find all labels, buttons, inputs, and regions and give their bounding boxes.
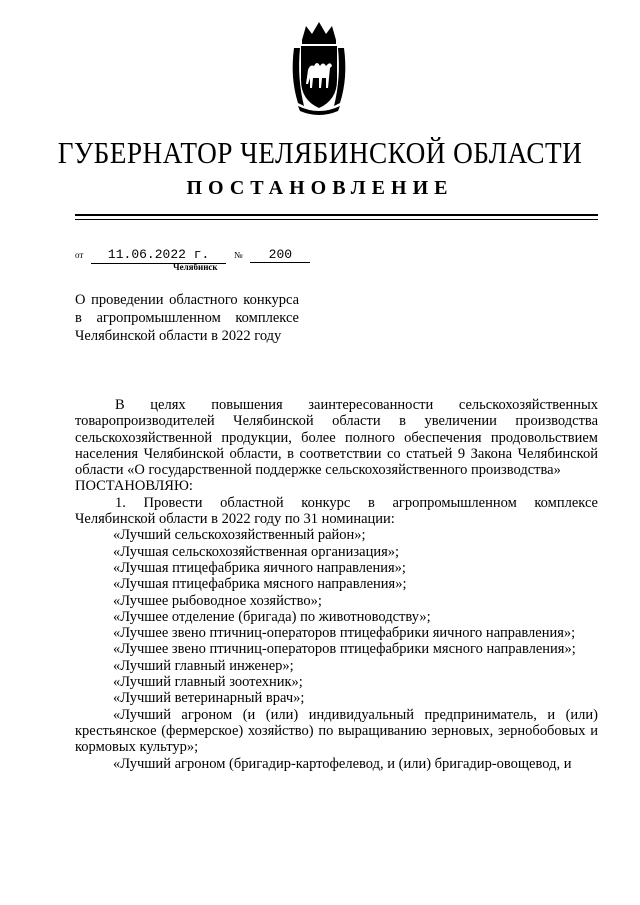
document-type: ПОСТАНОВЛЕНИЕ — [186, 177, 454, 199]
document-date: 11.06.2022 г. — [91, 247, 226, 264]
list-item: «Лучшее звено птичниц-операторов птицефабрики яичного направления»; — [113, 625, 576, 642]
list-item: «Лучший агроном (бригадир-картофелевод, и (или) бригадир-овощевод, и — [113, 755, 572, 772]
list-item: «Лучший сельскохозяйственный район»; — [113, 527, 366, 544]
list-item: «Лучший агроном (и (или) индивидуальный предприниматель, и (или) крестьянское (фермерское) хозяйство) по выращиванию зерновых, зернобобовых и кормовых культур»; — [75, 706, 598, 756]
document-subject: О проведении областного конкурса в агропромышленном комплексе Челябинской области в 2022 году — [75, 292, 299, 344]
list-item: «Лучший главный инженер»; — [113, 657, 294, 674]
list-item: «Лучшая птицефабрика мясного направления»; — [113, 576, 407, 593]
document-number: 200 — [250, 247, 310, 263]
coat-of-arms-icon — [288, 18, 350, 118]
header-rule-thick — [75, 214, 598, 216]
document-city: Челябинск — [173, 262, 218, 272]
date-prefix: от — [75, 250, 84, 260]
preamble: В целях повышения заинтересованности сельскохозяйственных товаропроизводителей Челябинской области в увеличении производства сельскохозяйственной продукции, более полного обеспечения продовольствием населения Челябинской области, в соответствии со статьей 9 Закона Челябинской области «О государственной поддержке сельскохозяйственного производства» — [75, 397, 598, 479]
decree-word: ПОСТАНОВЛЯЮ: — [75, 478, 193, 495]
list-item: «Лучшее рыбоводное хозяйство»; — [113, 592, 322, 609]
issuer-title: ГУБЕРНАТОР ЧЕЛЯБИНСКОЙ ОБЛАСТИ — [57, 135, 583, 170]
list-item: «Лучший главный зоотехник»; — [113, 674, 303, 691]
list-item: «Лучшая сельскохозяйственная организация»; — [113, 543, 400, 560]
list-item: «Лучшая птицефабрика яичного направления»; — [113, 559, 406, 576]
list-item: «Лучшее звено птичниц-операторов птицефабрики мясного направления»; — [113, 641, 576, 658]
number-prefix: № — [233, 250, 243, 260]
list-item: «Лучшее отделение (бригада) по животноводству»; — [113, 608, 431, 625]
document-body — [75, 397, 598, 772]
list-item: «Лучший ветеринарный врач»; — [113, 690, 305, 707]
header-rule-thin — [75, 219, 598, 220]
clause-1: 1. Провести областной конкурс в агропромышленном комплексе Челябинской области в 2022 году по 31 номинации: — [75, 494, 598, 528]
